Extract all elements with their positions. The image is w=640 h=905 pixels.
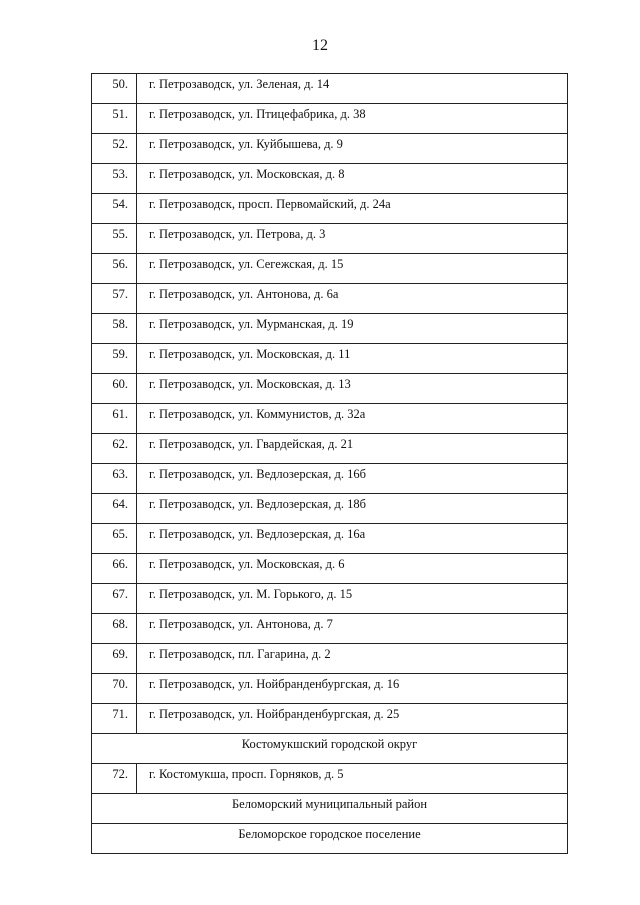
row-number: 58. bbox=[92, 314, 137, 344]
row-number: 59. bbox=[92, 344, 137, 374]
row-address: г. Петрозаводск, ул. Ведлозерская, д. 18б bbox=[137, 494, 568, 524]
row-number: 60. bbox=[92, 374, 137, 404]
row-number: 64. bbox=[92, 494, 137, 524]
row-address: г. Петрозаводск, ул. Мурманская, д. 19 bbox=[137, 314, 568, 344]
row-address: г. Петрозаводск, ул. Антонова, д. 7 bbox=[137, 614, 568, 644]
table-row bbox=[92, 554, 568, 584]
table-row bbox=[92, 374, 568, 404]
address-table bbox=[91, 73, 568, 854]
table-row bbox=[92, 584, 568, 614]
table-row bbox=[92, 404, 568, 434]
row-number: 63. bbox=[92, 464, 137, 494]
table-row bbox=[92, 524, 568, 554]
row-address: г. Петрозаводск, ул. Птицефабрика, д. 38 bbox=[137, 104, 568, 134]
row-number: 50. bbox=[92, 74, 137, 104]
table-row bbox=[92, 644, 568, 674]
row-address: г. Петрозаводск, ул. Зеленая, д. 14 bbox=[137, 74, 568, 104]
row-number: 55. bbox=[92, 224, 137, 254]
row-number: 54. bbox=[92, 194, 137, 224]
row-address: г. Петрозаводск, ул. Петрова, д. 3 bbox=[137, 224, 568, 254]
table-row bbox=[92, 284, 568, 314]
row-address: г. Петрозаводск, ул. Ведлозерская, д. 16б bbox=[137, 464, 568, 494]
row-number: 70. bbox=[92, 674, 137, 704]
section-header-belomorsk-settlement-label: Беломорское городское поселение bbox=[92, 824, 568, 854]
section-header-belomorsk-district bbox=[92, 794, 568, 824]
row-address: г. Петрозаводск, ул. Антонова, д. 6а bbox=[137, 284, 568, 314]
row-address: г. Петрозаводск, ул. Куйбышева, д. 9 bbox=[137, 134, 568, 164]
row-address: г. Петрозаводск, ул. Гвардейская, д. 21 bbox=[137, 434, 568, 464]
section-header-kostomuksha-label: Костомукшский городской округ bbox=[92, 734, 568, 764]
table-row bbox=[92, 104, 568, 134]
row-address: г. Костомукша, просп. Горняков, д. 5 bbox=[137, 764, 568, 794]
table-row bbox=[92, 494, 568, 524]
table-row bbox=[92, 134, 568, 164]
row-number: 53. bbox=[92, 164, 137, 194]
row-number: 56. bbox=[92, 254, 137, 284]
table-row bbox=[92, 434, 568, 464]
row-address: г. Петрозаводск, ул. М. Горького, д. 15 bbox=[137, 584, 568, 614]
table-row bbox=[92, 254, 568, 284]
table-row bbox=[92, 614, 568, 644]
table-row bbox=[92, 164, 568, 194]
address-table-body bbox=[92, 74, 568, 854]
row-number: 66. bbox=[92, 554, 137, 584]
row-address: г. Петрозаводск, просп. Первомайский, д. 24а bbox=[137, 194, 568, 224]
row-number: 69. bbox=[92, 644, 137, 674]
table-row bbox=[92, 464, 568, 494]
row-number: 52. bbox=[92, 134, 137, 164]
row-number: 61. bbox=[92, 404, 137, 434]
table-row bbox=[92, 674, 568, 704]
table-row bbox=[92, 194, 568, 224]
row-number: 68. bbox=[92, 614, 137, 644]
page-number: 12 bbox=[312, 37, 328, 54]
row-address: г. Петрозаводск, ул. Сегежская, д. 15 bbox=[137, 254, 568, 284]
table-row bbox=[92, 74, 568, 104]
table-row bbox=[92, 764, 568, 794]
table-row bbox=[92, 314, 568, 344]
row-number: 71. bbox=[92, 704, 137, 734]
section-header-kostomuksha bbox=[92, 734, 568, 764]
row-address: г. Петрозаводск, ул. Московская, д. 11 bbox=[137, 344, 568, 374]
row-address: г. Петрозаводск, ул. Нойбранденбургская, д. 16 bbox=[137, 674, 568, 704]
row-number: 65. bbox=[92, 524, 137, 554]
table-row bbox=[92, 224, 568, 254]
section-header-belomorsk-district-label: Беломорский муниципальный район bbox=[92, 794, 568, 824]
row-address: г. Петрозаводск, ул. Московская, д. 6 bbox=[137, 554, 568, 584]
row-number: 67. bbox=[92, 584, 137, 614]
section-header-belomorsk-settlement bbox=[92, 824, 568, 854]
row-address: г. Петрозаводск, ул. Московская, д. 8 bbox=[137, 164, 568, 194]
row-number: 57. bbox=[92, 284, 137, 314]
table-row bbox=[92, 344, 568, 374]
row-address: г. Петрозаводск, ул. Нойбранденбургская, д. 25 bbox=[137, 704, 568, 734]
row-address: г. Петрозаводск, ул. Коммунистов, д. 32а bbox=[137, 404, 568, 434]
row-address: г. Петрозаводск, пл. Гагарина, д. 2 bbox=[137, 644, 568, 674]
row-number: 72. bbox=[92, 764, 137, 794]
row-number: 51. bbox=[92, 104, 137, 134]
row-address: г. Петрозаводск, ул. Ведлозерская, д. 16а bbox=[137, 524, 568, 554]
row-address: г. Петрозаводск, ул. Московская, д. 13 bbox=[137, 374, 568, 404]
row-number: 62. bbox=[92, 434, 137, 464]
table-row bbox=[92, 704, 568, 734]
